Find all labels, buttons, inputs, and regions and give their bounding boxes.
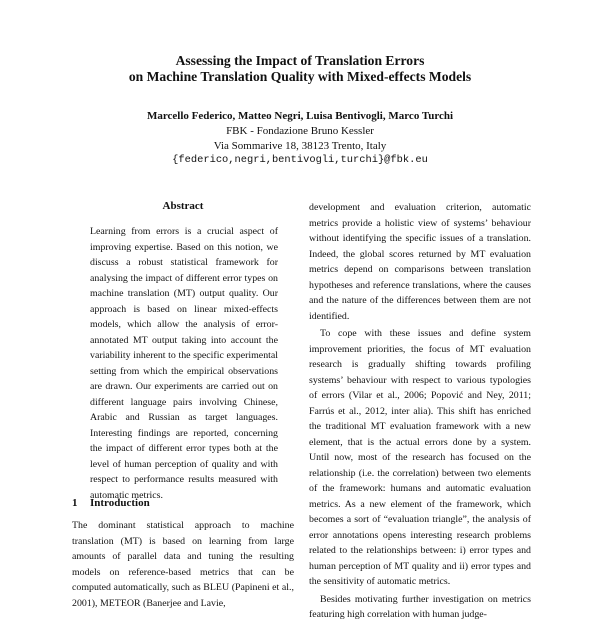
paper-title-line1: Assessing the Impact of Translation Errors: [175, 53, 425, 68]
paper-title-line2: on Machine Translation Quality with Mixed-effects Models: [128, 69, 472, 84]
abstract-text: Learning from errors is a crucial aspect of improving expertise. Based on this notion, we discuss a robust statistical framework for analysing the impact of different error types on machine translation (MT) output quality. Our approach is based on linear mixed-effects models, which allow the analysis of error-annotated MT output taking into account the variability inherent to the specific experimental setting from which the empirical observations are drawn. Our experiments are carried out on different language pairs involving Chinese, Arabic and Russian as target languages. Interesting findings are reported, concerning the impact of different error types both at the level of human perception of quality and with respect to performance results measured with automatic metrics.: [90, 226, 278, 501]
right-paragraph-1: development and evaluation criterion, automatic metrics provide a holistic view of systems’ behaviour without identifying the specific issues of a translation. Indeed, the global scores returned by MT evaluation metrics depend on comparisons between translation hypotheses and reference translations, where the causes and the nature of the differences between them are not identified.: [309, 202, 531, 322]
right-paragraph-2: To cope with these issues and define system improvement priorities, the focus of MT evaluation research is gradually shifting towards profiling systems’ behaviour with respect to various typologies of errors (Vilar et al., 2006; Popović and Ney, 2011; Farrús et al., 2012, inter alia). This shift has enriched the traditional MT evaluation framework with a new element, that is the actual errors done by a system. Until now, most of the research has focused on the relationship (i.e. the correlation) between two elements of the framework: humans and automatic evaluation metrics. As a new element of the framework, which becomes a sort of “evaluation triangle”, the analysis of error annotations opens interesting research problems related to the relationships between: i) error types and human perception of MT quality and ii) error types and the sensitivity of automatic metrics.: [309, 328, 531, 587]
right-paragraph-3: Besides motivating further investigation on metrics featuring high correlation with human judge-: [309, 593, 531, 620]
author-list: Marcello Federico, Matteo Negri, Luisa Bentivogli, Marco Turchi: [146, 110, 454, 122]
section-number: 1: [72, 497, 78, 509]
introduction-paragraph-1: The dominant statistical approach to machine translation (MT) is based on learning from large amounts of parallel data and tuning the resulting models on reference-based metrics that can be computed automatically, such as BLEU (Papineni et al., 2001), METEOR (Banerjee and Lavie,: [72, 520, 294, 609]
author-emails: {federico,negri,bentivogli,turchi}@fbk.eu: [172, 154, 428, 166]
introduction-body: [72, 518, 294, 611]
section-title: Introduction: [90, 497, 150, 509]
right-column-body: [309, 200, 531, 623]
abstract-heading: Abstract: [162, 200, 204, 212]
address: Via Sommarive 18, 38123 Trento, Italy: [213, 140, 387, 152]
section-heading-introduction: [72, 497, 150, 509]
affiliation: FBK - Fondazione Bruno Kessler: [226, 125, 374, 137]
